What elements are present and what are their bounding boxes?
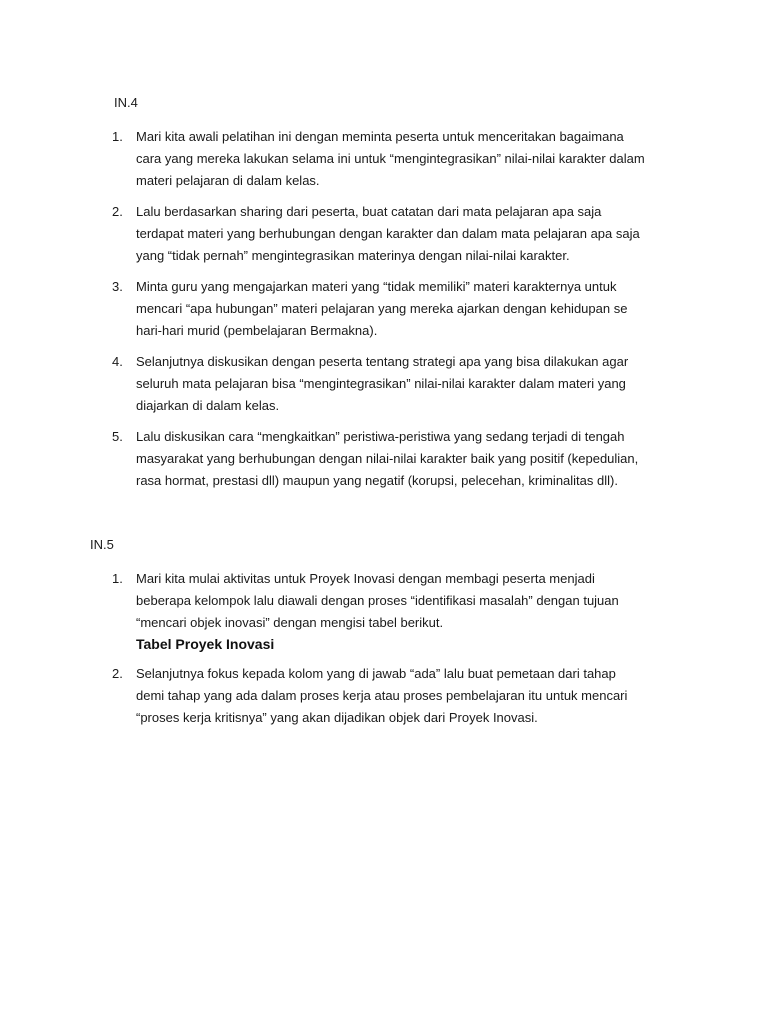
list-item-number: 4. [112,354,123,369]
list-item [108,276,688,342]
table-caption: Tabel Proyek Inovasi [136,636,275,652]
list-item-number: 5. [112,429,123,444]
list-item-text: Selanjutnya diskusikan dengan peserta tentang strategi apa yang bisa dilakukan agar seluruh mata pelajaran bisa “mengintegrasikan” nilai-nilai karakter dalam materi yang diajarkan di dalam kelas. [136,354,629,413]
list-item-number: 2. [112,666,123,681]
list-item-number: 3. [112,279,123,294]
list-item [108,426,688,492]
list-item-text: Minta guru yang mengajarkan materi yang “tidak memiliki” materi karakternya untuk mencari “apa hubungan” materi pelajaran yang mereka ajarkan dengan kehidupan se hari-hari murid (pembelajaran Bermakna). [136,279,628,338]
numbered-list-in4 [108,126,688,501]
list-item-text: Mari kita mulai aktivitas untuk Proyek Inovasi dengan membagi peserta menjadi beberapa kelompok lalu diawali dengan proses “identifikasi masalah” dengan tujuan “mencari objek inovasi” dengan mengisi tabel berikut. [136,571,619,630]
list-item [108,201,688,267]
list-item-text: Lalu berdasarkan sharing dari peserta, buat catatan dari mata pelajaran apa saja terdapat materi yang berhubungan dengan karakter dan dalam mata pelajaran apa saja yang “tidak pernah” mengintegrasikan materinya dengan nilai-nilai karakter. [136,204,640,263]
list-item [108,663,688,729]
list-item-text: Selanjutnya fokus kepada kolom yang di jawab “ada” lalu buat pemetaan dari tahap demi tahap yang ada dalam proses kerja atau proses pembelajaran itu untuk mencari “proses kerja kritisnya” yang akan dijadikan objek dari Proyek Inovasi. [136,666,628,725]
list-item [108,351,688,417]
list-item-text: Mari kita awali pelatihan ini dengan meminta peserta untuk menceritakan bagaimana cara yang mereka lakukan selama ini untuk “mengintegrasikan” nilai-nilai karakter dalam materi pelajaran di dalam kelas. [136,129,645,188]
list-item-number: 1. [112,129,123,144]
list-item-number: 1. [112,571,123,586]
numbered-list-in5 [108,568,688,738]
list-item-number: 2. [112,204,123,219]
list-item [108,126,688,192]
section-heading-in4: IN.4 [114,95,138,110]
list-item-text: Lalu diskusikan cara “mengkaitkan” peristiwa-peristiwa yang sedang terjadi di tengah masyarakat yang berhubungan dengan nilai-nilai karakter baik yang positif (kepedulian, rasa hormat, prestasi dll) maupun yang negatif (korupsi, pelecehan, kriminalitas dll). [136,429,639,488]
section-heading-in5: IN.5 [90,537,114,552]
list-item [108,568,688,654]
